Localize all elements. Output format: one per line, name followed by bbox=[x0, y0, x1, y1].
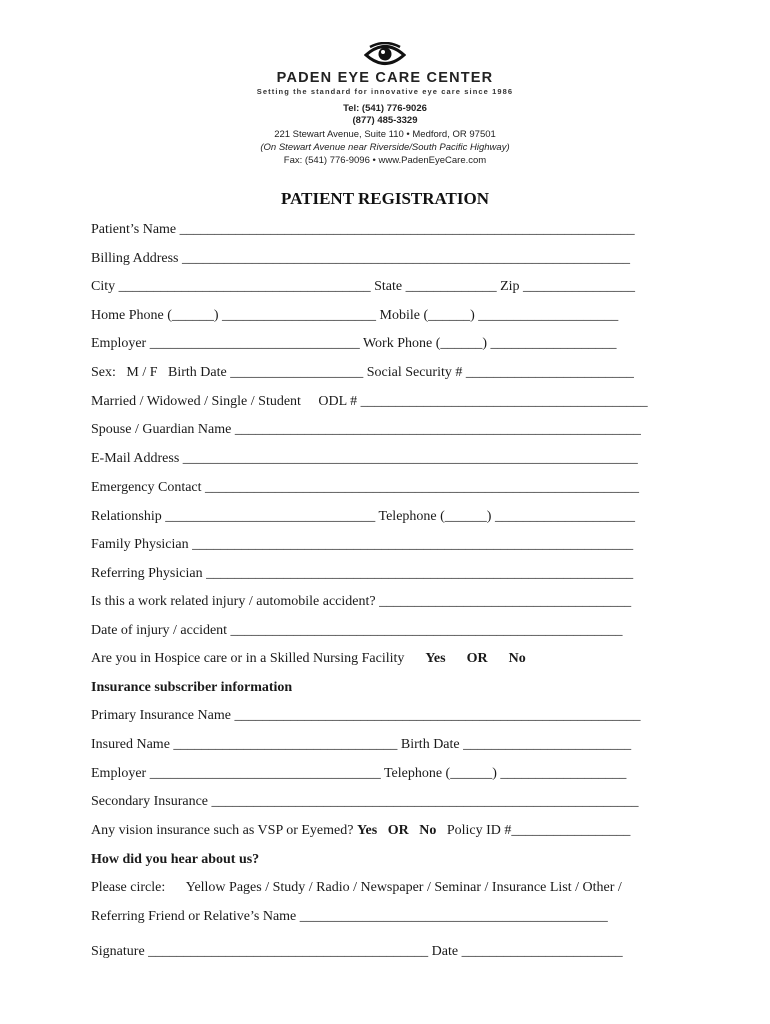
billing-address-field[interactable]: Billing Address ________________________________________________________________ bbox=[91, 251, 631, 266]
please-circle-label: Please circle: bbox=[91, 880, 166, 895]
city-state-zip-field[interactable]: City ____________________________________ State _____________ Zip ________________ bbox=[91, 279, 636, 294]
patient-name-field[interactable]: Patient’s Name _________________________________________________________________ bbox=[91, 222, 635, 237]
insured-name-birthdate-field[interactable]: Insured Name ________________________________ Birth Date ________________________ bbox=[91, 737, 632, 752]
primary-insurance-field[interactable]: Primary Insurance Name __________________________________________________________ bbox=[91, 708, 641, 723]
vision-yes-option[interactable]: Yes bbox=[356, 823, 378, 838]
referral-source-options[interactable]: Yellow Pages / Study / Radio / Newspaper / Seminar / Insurance List / Other / bbox=[185, 880, 622, 895]
signature-date-field[interactable]: Signature ________________________________________ Date _______________________ bbox=[91, 944, 623, 959]
relationship-telephone-field[interactable]: Relationship ______________________________ Telephone (______) ____________________ bbox=[91, 509, 635, 524]
referring-physician-field[interactable]: Referring Physician _____________________________________________________________ bbox=[91, 566, 634, 581]
insurance-heading: Insurance subscriber information bbox=[91, 680, 293, 695]
address: 221 Stewart Avenue, Suite 110 • Medford, OR 97501 bbox=[274, 129, 496, 140]
marital-odl-field[interactable]: Married / Widowed / Single / Student ODL # _________________________________________ bbox=[91, 394, 648, 409]
sex-birthdate-ssn-field[interactable]: Sex: M / F Birth Date ___________________ Social Security # ________________________ bbox=[91, 365, 634, 380]
employer-work-phone-field[interactable]: Employer ______________________________ Work Phone (______) __________________ bbox=[91, 336, 617, 351]
form-title: PATIENT REGISTRATION bbox=[281, 189, 489, 208]
hospice-no-option[interactable]: No bbox=[508, 651, 526, 666]
emergency-contact-field[interactable]: Emergency Contact ______________________________________________________________ bbox=[91, 480, 640, 495]
vision-or: OR bbox=[387, 823, 409, 838]
hospice-or: OR bbox=[466, 651, 488, 666]
referring-friend-field[interactable]: Referring Friend or Relative’s Name ____________________________________________ bbox=[91, 909, 608, 924]
eye-logo-icon bbox=[364, 42, 406, 68]
fax-web: Fax: (541) 776-9096 • www.PadenEyeCare.com bbox=[283, 155, 487, 166]
referral-source-row bbox=[91, 879, 622, 897]
hospice-yes-option[interactable]: Yes bbox=[425, 651, 446, 666]
vision-question: Any vision insurance such as VSP or Eyemed? bbox=[91, 823, 354, 838]
phone: Tel: (541) 776-9026 bbox=[343, 103, 427, 114]
hospice-question-row bbox=[91, 650, 526, 668]
spouse-guardian-field[interactable]: Spouse / Guardian Name __________________________________________________________ bbox=[91, 422, 641, 437]
family-physician-field[interactable]: Family Physician _______________________________________________________________ bbox=[91, 537, 634, 552]
vision-insurance-row bbox=[91, 822, 630, 840]
clinic-name: PADEN EYE CARE CENTER bbox=[276, 70, 494, 86]
tagline: Setting the standard for innovative eye care since 1986 bbox=[256, 87, 514, 96]
hospice-question: Are you in Hospice care or in a Skilled Nursing Facility bbox=[91, 651, 405, 666]
phone-tollfree: (877) 485-3329 bbox=[352, 115, 418, 126]
date-of-injury-field[interactable]: Date of injury / accident ________________________________________________________ bbox=[91, 623, 623, 638]
secondary-insurance-field[interactable]: Secondary Insurance _____________________________________________________________ bbox=[91, 794, 639, 809]
work-injury-field[interactable]: Is this a work related injury / automobile accident? ____________________________________ bbox=[91, 594, 632, 609]
hear-about-heading: How did you hear about us? bbox=[91, 852, 260, 867]
policy-id-field[interactable]: Policy ID #_________________ bbox=[446, 823, 631, 838]
insured-employer-telephone-field[interactable]: Employer _________________________________ Telephone (______) __________________ bbox=[91, 766, 627, 781]
vision-no-option[interactable]: No bbox=[419, 823, 437, 838]
home-mobile-phone-field[interactable]: Home Phone (______) ______________________ Mobile (______) ____________________ bbox=[91, 308, 619, 323]
directions: (On Stewart Avenue near Riverside/South Pacific Highway) bbox=[260, 142, 510, 153]
email-field[interactable]: E-Mail Address _________________________________________________________________ bbox=[91, 451, 638, 466]
